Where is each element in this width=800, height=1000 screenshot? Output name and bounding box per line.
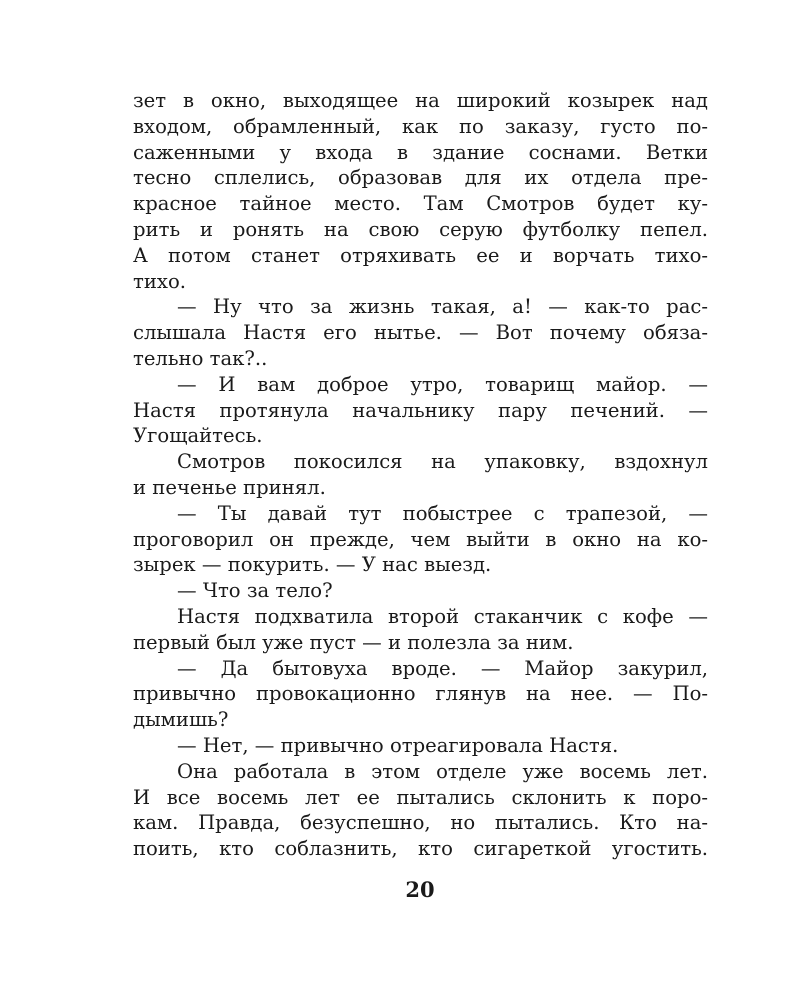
- text-line: Настя подхватила второй стаканчик с кофе —: [177, 604, 708, 628]
- text-line: и печенье принял.: [133, 475, 326, 499]
- text-line: входом, обрамленный, как по заказу, густо по-: [133, 114, 708, 138]
- text-line: поить, кто соблазнить, кто сигареткой угостить.: [133, 837, 708, 861]
- text-line: И все восемь лет ее пытались склонить к поро-: [133, 785, 708, 809]
- text-line: зырек — покурить. — У нас выезд.: [133, 553, 492, 577]
- text-line: зет в окно, выходящее на широкий козырек над: [133, 89, 708, 112]
- text-line: — Что за тело?: [177, 579, 333, 603]
- text-line: — Нет, — привычно отреагировала Настя.: [177, 733, 619, 757]
- text-line: тельно так?..: [133, 346, 268, 370]
- text-line: Угощайтесь.: [133, 424, 263, 448]
- text-line: рить и ронять на свою серую футболку пепел.: [133, 217, 708, 241]
- text-line: дымишь?: [133, 708, 229, 732]
- text-line: А потом станет отряхивать ее и ворчать тихо-: [133, 243, 708, 267]
- text-line: проговорил он прежде, чем выйти в окно на ко-: [133, 527, 708, 551]
- text-line: Настя протянула начальнику пару печений. —: [133, 398, 708, 422]
- text-line: — И вам доброе утро, товарищ майор. —: [177, 372, 708, 396]
- text-line: Смотров покосился на упаковку, вздохнул: [177, 450, 708, 474]
- page-number: 20: [405, 877, 435, 902]
- text-line: саженными у входа в здание соснами. Ветки: [133, 140, 708, 164]
- text-line: привычно провокационно глянув на нее. — По-: [133, 682, 708, 706]
- text-line: красное тайное место. Там Смотров будет ку-: [133, 192, 708, 216]
- body-text: [133, 88, 708, 862]
- text-line: — Ты давай тут побыстрее с трапезой, —: [177, 501, 708, 525]
- text-line: тихо.: [133, 269, 186, 293]
- text-line: слышала Настя его нытье. — Вот почему обяза-: [133, 321, 708, 345]
- text-line: кам. Правда, безуспешно, но пытались. Кто на-: [133, 811, 708, 835]
- text-line: — Да бытовуха вроде. — Майор закурил,: [177, 656, 708, 680]
- text-line: Она работала в этом отделе уже восемь лет.: [177, 759, 708, 783]
- text-line: тесно сплелись, образовав для их отдела пре-: [133, 166, 708, 190]
- text-line: — Ну что за жизнь такая, а! — как-то рас-: [177, 295, 708, 319]
- text-line: первый был уже пуст — и полезла за ним.: [133, 630, 574, 654]
